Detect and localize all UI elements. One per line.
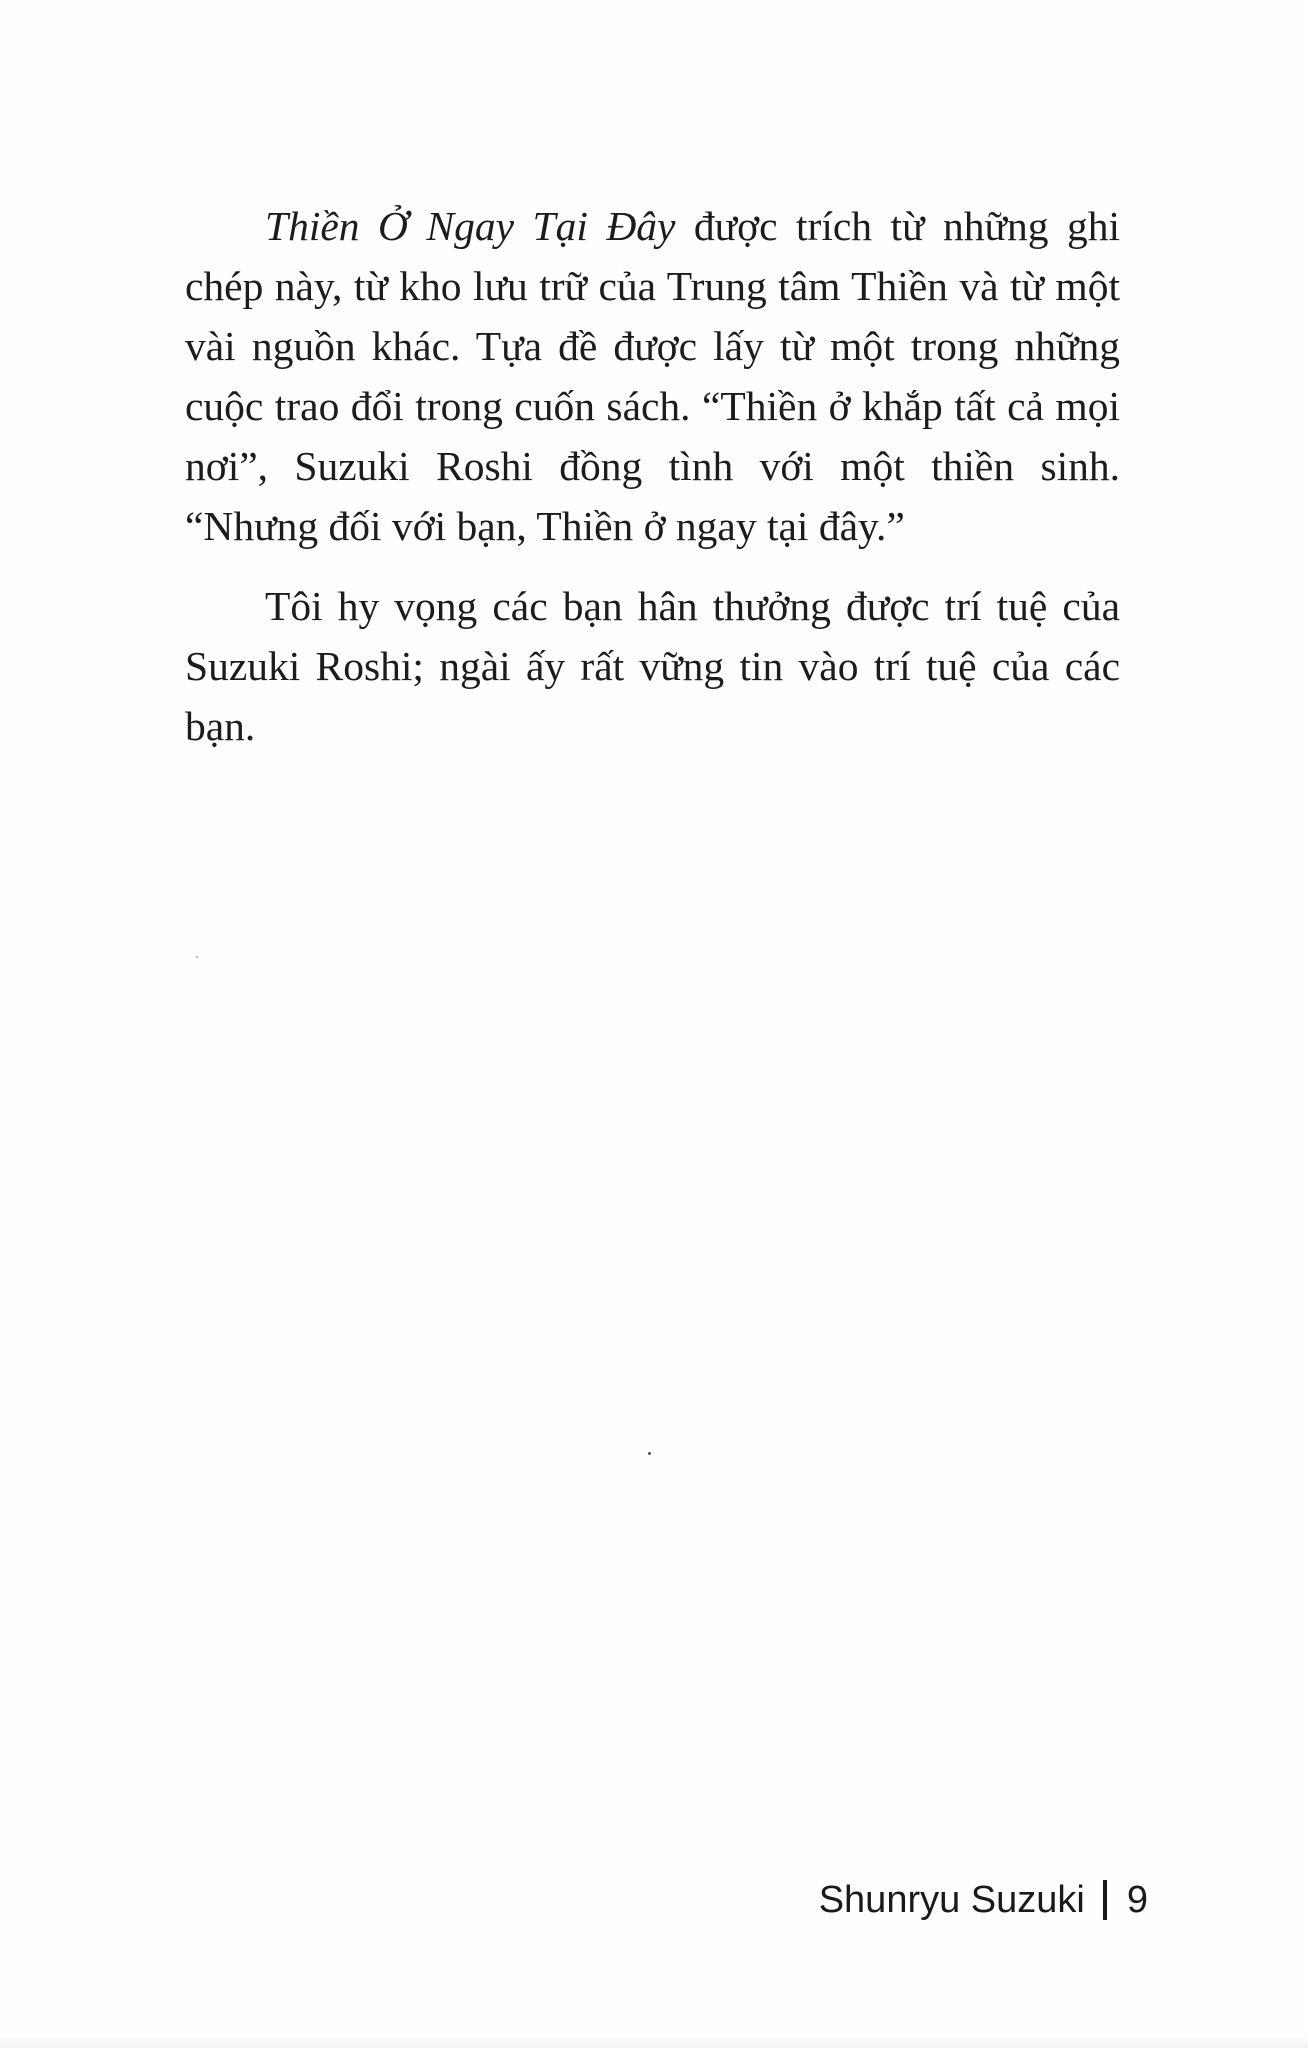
page-edge <box>0 2035 1308 2048</box>
print-speck <box>648 1452 651 1455</box>
page-number: 9 <box>1126 1878 1148 1921</box>
body-text <box>185 196 1120 776</box>
book-title: Thiền Ở Ngay Tại Đây <box>265 203 676 249</box>
footer-separator <box>1103 1880 1107 1920</box>
print-speck <box>196 956 198 958</box>
paragraph-1 <box>185 196 1120 556</box>
paragraph-2 <box>185 576 1120 756</box>
paragraph-1-text: được trích từ những ghi chép này, từ kho lưu trữ của Trung tâm Thiền và từ một vài nguồn khác. Tựa đề được lấy từ một trong những cuộc trao đổi trong cuốn sách. “Thiền ở khắp tất cả mọi nơi”, Suzuki Roshi đồng tình với một thiền sinh. “Nhưng đối với bạn, Thiền ở ngay tại đây.” <box>185 203 1120 549</box>
footer-author: Shunryu Suzuki <box>818 1878 1085 1921</box>
running-footer <box>819 1870 1148 1930</box>
paragraph-2-text: Tôi hy vọng các bạn hân thưởng được trí tuệ của Suzuki Roshi; ngài ấy rất vững tin vào trí tuệ của các bạn. <box>185 583 1120 749</box>
